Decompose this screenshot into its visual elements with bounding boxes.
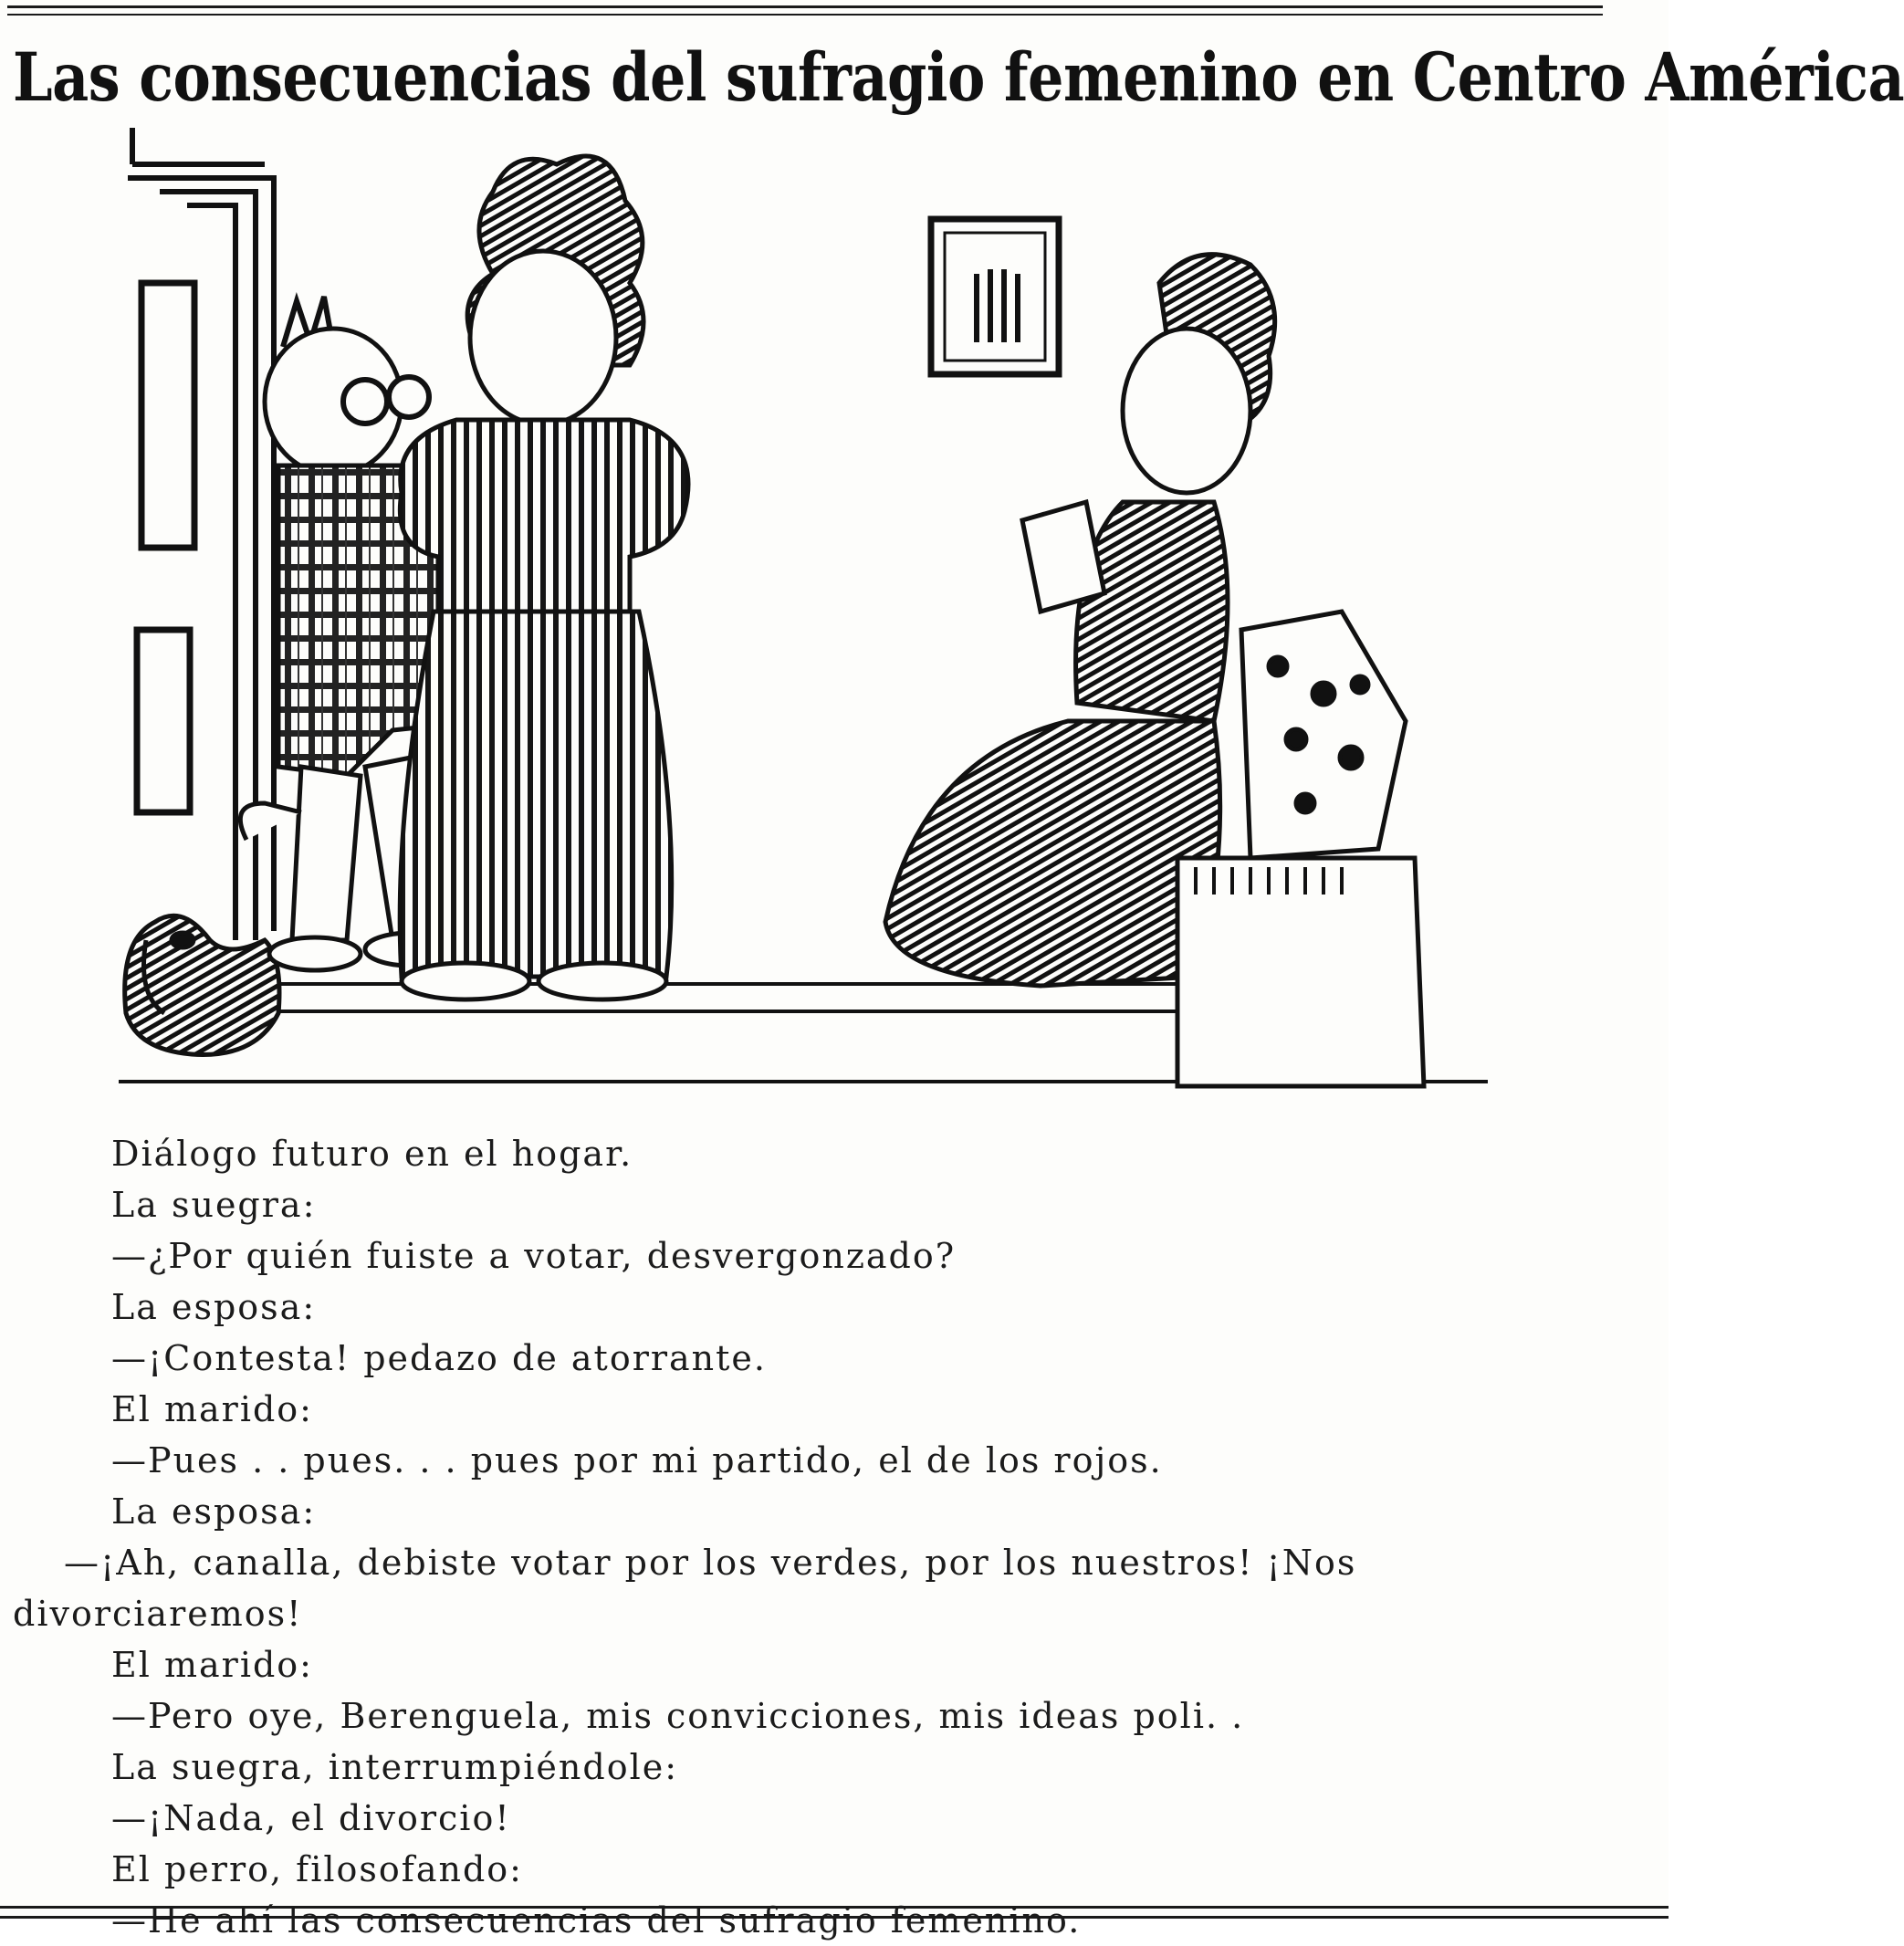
dialogue-line: La suegra: <box>111 1185 317 1225</box>
headline: Las consecuencias del sufragio femenino en Centro América <box>13 37 1904 117</box>
dialogue-text <box>0 1128 1669 1946</box>
bottom-rule <box>0 1906 1669 1919</box>
wall-picture <box>931 219 1059 374</box>
dialogue-line: Diálogo futuro en el hogar. <box>111 1134 633 1174</box>
dialogue-line: La esposa: <box>111 1287 317 1327</box>
dialogue-line: divorciaremos! <box>13 1594 303 1634</box>
dialogue-line: —Pero oye, Berenguela, mis convicciones, mis ideas poli. . <box>111 1696 1245 1736</box>
top-rule <box>7 5 1603 16</box>
dialogue-line: —¡Ah, canalla, debiste votar por los verdes, por los nuestros! ¡Nos <box>64 1543 1357 1583</box>
dialogue-line: El perro, filosofando: <box>111 1849 523 1889</box>
cartoon-illustration <box>119 137 1506 1104</box>
dialogue-line: El marido: <box>111 1389 313 1429</box>
dialogue-line: La suegra, interrumpiéndole: <box>111 1747 679 1787</box>
dialogue-line: —Pues . . pues. . . pues por mi partido, el de los rojos. <box>111 1440 1163 1480</box>
dialogue-line: —¡Nada, el divorcio! <box>111 1798 511 1838</box>
dialogue-line: El marido: <box>111 1645 313 1685</box>
dialogue-line: —He ahí las consecuencias del sufragio femenino. <box>111 1900 1082 1941</box>
dialogue-line: La esposa: <box>111 1491 317 1532</box>
dialogue-line: —¿Por quién fuiste a votar, desvergonzado? <box>111 1236 957 1276</box>
dialogue-line: —¡Contesta! pedazo de atorrante. <box>111 1338 767 1378</box>
mother-in-law-figure <box>400 156 688 999</box>
